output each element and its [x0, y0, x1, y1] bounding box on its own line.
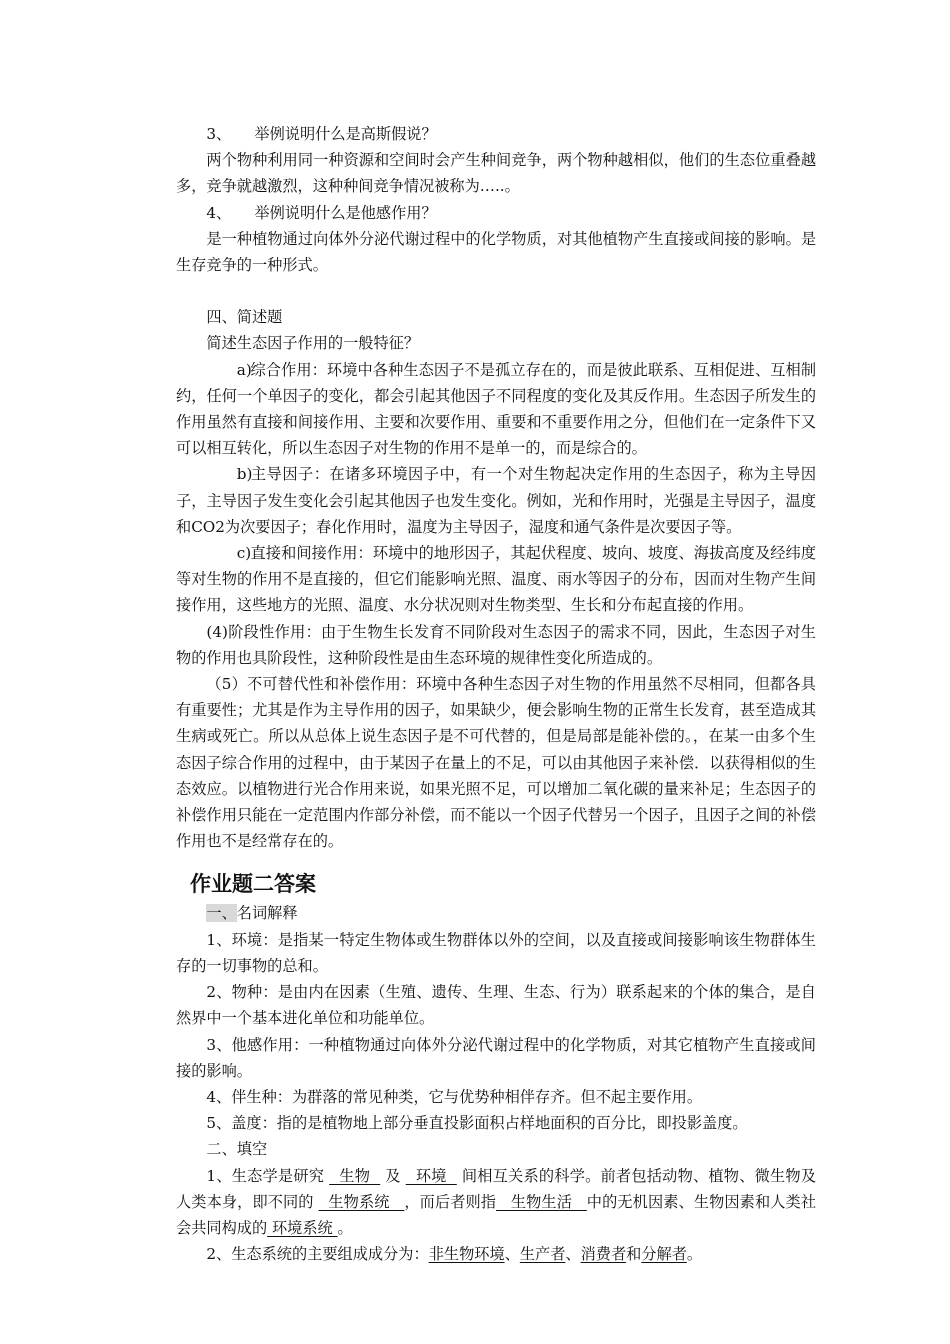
- feature-item-4: (4)阶段性作用：由于生物生长发育不同阶段对生态因子的需求不同，因此，生态因子对生物的作用也具阶段性，这种阶段性是由生态环境的规律性变化所造成的。: [176, 622, 816, 667]
- answer-3: 两个物种利用同一种资源和空间时会产生种间竞争，两个物种越相似，他们的生态位重叠越多，竞争就越激烈，这种种间竞争情况被称为…..。: [176, 151, 816, 196]
- term-coverage: 5、盖度：指的是植物地上部分垂直投影面积占样地面积的百分比，即投影盖度。: [206, 1114, 748, 1133]
- fill-text: 、: [565, 1245, 581, 1264]
- homework-2-title: 作业题二答案: [190, 872, 316, 897]
- spacer: [176, 278, 816, 304]
- fill-text: 和: [626, 1245, 642, 1264]
- item-label: c): [236, 544, 252, 563]
- term-allelopathy: 3、他感作用：一种植物通过向体外分泌代谢过程中的化学物质，对其它植物产生直接或间接的影响。: [176, 1035, 816, 1080]
- feature-item-5: （5）不可替代性和补偿作用：环境中各种生态因子对生物的作用虽然不尽相同，但都各具有重要性；尤其是作为主导作用的因子，如果缺少，便会影响生物的正常生长发育，甚至造成其生病或死亡。所以从总体上说生态因子是不可代替的，但是局部是能补偿的。，在某一由多个生态因子综合作用的过程中，由于某因子在量上的不足，可以由其他因子来补偿．以获得相似的生态效应。以植物进行光合作用来说，如果光照不足，可以增加二氧化碳的量来补足；生态因子的补偿作用只能在一定范围内作部分补偿，而不能以一个因子代替另一个因子，且因子之间的补偿作用也不是经常存在的。: [176, 675, 816, 851]
- fill-blank-1: [176, 1163, 816, 1242]
- fill-blank-2: [176, 1241, 816, 1267]
- blank-answer: 非生物环境: [428, 1245, 505, 1264]
- blank-answer: 环境系统: [267, 1218, 338, 1237]
- answer-4: 是一种植物通过向体外分泌代谢过程中的化学物质，对其他植物产生直接或间接的影响。是生存竞争的一种形式。: [176, 229, 816, 275]
- item-text: 主导因子：在诸多环境因子中，有一个对生物起决定作用的生态因子，称为主导因子，主导因子发生变化会引起其他因子也发生变化。例如，光和作用时，光强是主导因子，温度和CO2为次要因子；春化作用时，温度为主导因子，湿度和通气条件是次要因子等。: [176, 465, 816, 536]
- question-number: 4、: [206, 203, 232, 222]
- feature-item-c: [176, 540, 816, 619]
- feature-item-a: [176, 357, 816, 462]
- page-content: [176, 121, 816, 1267]
- term-environment: 1、环境：是指某一特定生物体或生物群体以外的空间，以及直接或间接影响该生物群体生存的一切事物的总和。: [176, 930, 816, 975]
- question-3: [176, 121, 816, 147]
- question-4: [176, 200, 816, 226]
- term-companion-species: 4、伴生种：为群落的常见种类，它与优势种相伴存齐。但不起主要作用。: [206, 1087, 703, 1106]
- part1-heading-text: 名词解释: [236, 904, 298, 923]
- question-text: 举例说明什么是他感作用？: [254, 203, 437, 222]
- fill-text: 2、生态系统的主要组成成分为：: [206, 1245, 429, 1264]
- blank-answer: 生物: [329, 1166, 381, 1185]
- blank-answer: 生产者: [519, 1245, 566, 1264]
- feature-item-b: [176, 461, 816, 540]
- part2-heading: 二、填空: [206, 1140, 268, 1159]
- fill-text: 、: [504, 1245, 520, 1264]
- fill-text: 1、生态学是研究: [206, 1166, 330, 1185]
- item-label: a): [236, 360, 252, 379]
- highlighted-prefix: 一、: [206, 904, 237, 923]
- blank-answer: 分解者: [641, 1245, 687, 1264]
- fill-text: 。: [337, 1218, 353, 1237]
- item-label: b): [236, 465, 253, 484]
- short-answer-question: 简述生态因子作用的一般特征？: [206, 334, 420, 353]
- fill-text: 。: [686, 1245, 703, 1264]
- item-text: 综合作用：环境中各种生态因子不是孤立存在的，而是彼此联系、互相促进、互相制约，任何一个单因子的变化，都会引起其他因子不同程度的变化及其反作用。生态因子所发生的作用虽然有直接和间接作用、主要和次要作用、重要和不重要作用之分，但他们在一定条件下又可以相互转化，所以生态因子对生物的作用不是单一的，而是综合的。: [176, 360, 816, 458]
- part1-heading: [176, 900, 816, 926]
- fill-text: ，而后者则指: [404, 1192, 497, 1211]
- blank-answer: 环境: [405, 1166, 457, 1185]
- fill-text: 中的无机因素、生物因素和人类社会共同构成的: [176, 1192, 817, 1237]
- fill-text: 及: [380, 1166, 406, 1185]
- item-text: 直接和间接作用：环境中的地形因子，其起伏程度、坡向、坡度、海拔高度及经纬度等对生物的作用不是直接的，但它们能影响光照、温度、雨水等因子的分布，因而对生物产生间接作用，这些地方的光照、温度、水分状况则对生物类型、生长和分布起直接的作用。: [176, 544, 816, 615]
- question-text: 举例说明什么是高斯假说？: [254, 125, 437, 143]
- blank-answer: 生物系统: [318, 1192, 405, 1211]
- term-species: 2、物种：是由内在因素（生殖、遗传、生理、生态、行为）联系起来的个体的集合，是自然界中一个基本进化单位和功能单位。: [176, 983, 816, 1028]
- fill-text: 间相互关系的科学。前者包括动物、植物、微生物及人类本身，即不同的: [176, 1166, 817, 1211]
- question-number: 3、: [206, 125, 232, 143]
- blank-answer: 消费者: [580, 1245, 627, 1264]
- section-title-short-answer: 四、简述题: [206, 308, 283, 327]
- blank-answer: 生物生活: [496, 1192, 587, 1211]
